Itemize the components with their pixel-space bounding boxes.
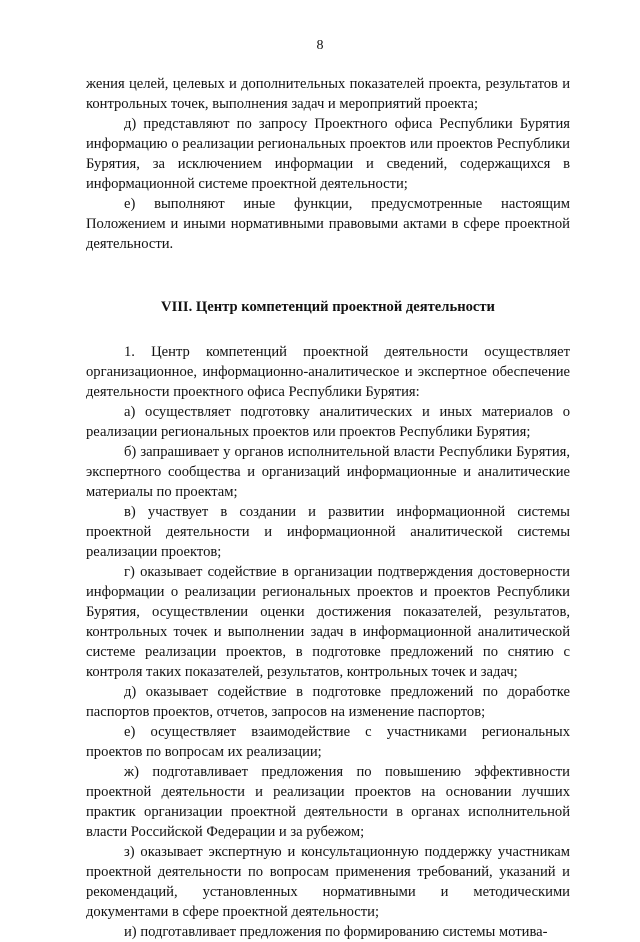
paragraph-item-d2: д) оказывает содействие в подготовке предложений по доработке паспортов проектов, отчетов, запросов на изменение паспортов; xyxy=(86,684,570,720)
paragraph-item-b: б) запрашивает у органов исполнительной власти Республики Бурятия, экспертного сообщества и организаций информационные и аналитические материалы по проектам; xyxy=(86,444,570,500)
section-heading: VIII. Центр компетенций проектной деятельности xyxy=(161,299,495,315)
paragraph-item-d: д) представляют по запросу Проектного офиса Республики Бурятия информацию о реализации региональных проектов или проектов Республики Бурятия, за исключением информации и сведений, содержащихся в информационной системе проектной деятельности; xyxy=(86,116,570,192)
paragraph-item-zh: ж) подготавливает предложения по повышению эффективности проектной деятельности и реализации проектов на основании лучших практик организации проектной деятельности в органах исполнительной власти Российской Федерации и за рубежом; xyxy=(86,764,570,840)
paragraph-item-v: в) участвует в создании и развитии информационной системы проектной деятельности и информационной аналитической системы реализации проектов; xyxy=(86,504,570,560)
page-number: 8 xyxy=(316,38,324,53)
document-body xyxy=(86,74,570,942)
paragraph-item-z: з) оказывает экспертную и консультационную поддержку участникам проектной деятельности по вопросам применения требований, указаний и рекомендаций, установленных нормативными и методическими документами в сфере проектной деятельности; xyxy=(86,844,570,920)
paragraph-item-g: г) оказывает содействие в организации подтверждения достоверности информации о реализации региональных проектов и проектов Республики Бурятия, осуществлении оценки достижения показателей, результатов, контрольных точек и выполнении задач в информационной аналитической системе реализации проектов, в подготовке предложений по снятию с контроля таких показателей, результатов, контрольных точек и задач; xyxy=(86,564,570,680)
paragraph-continuation: жения целей, целевых и дополнительных показателей проекта, результатов и контрольных точек, выполнения задач и мероприятий проекта; xyxy=(86,76,570,112)
paragraph-section-1: 1. Центр компетенций проектной деятельности осуществляет организационное, информационно-аналитическое и экспертное обеспечение деятельности проектного офиса Республики Бурятия: xyxy=(86,344,570,400)
paragraph-item-e: е) выполняют иные функции, предусмотренные настоящим Положением и иными нормативными правовыми актами в сфере проектной деятельности. xyxy=(86,196,570,252)
paragraph-item-i: и) подготавливает предложения по формированию системы мотива- xyxy=(124,924,548,940)
paragraph-item-e2: е) осуществляет взаимодействие с участниками региональных проектов по вопросам их реализации; xyxy=(86,724,570,760)
paragraph-item-a: а) осуществляет подготовку аналитических и иных материалов о реализации региональных проектов или проектов Республики Бурятия; xyxy=(86,404,570,440)
